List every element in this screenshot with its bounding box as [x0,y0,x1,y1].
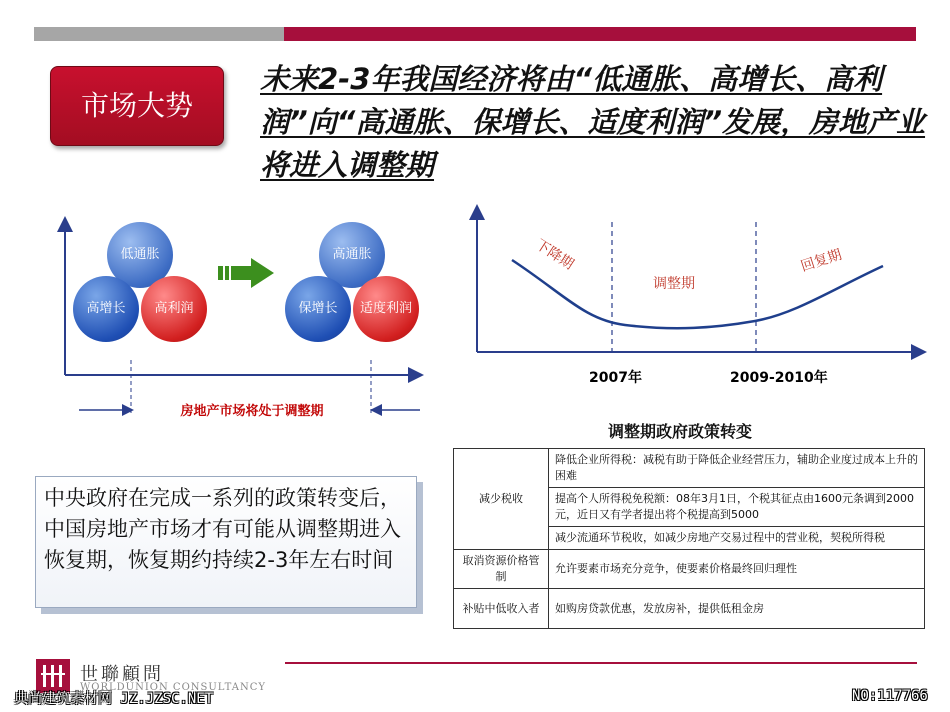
header-bar-gray [34,27,284,41]
policy-item: 降低企业所得税：减税有助于降低企业经营压力，辅助企业度过成本上升的困难 [549,449,925,488]
year-2009-2010: 2009-2010年 [730,370,828,386]
policy-item: 如购房贷款优惠，发放房补，提供低租金房 [549,589,925,629]
section-tag: 市场大势 [50,66,224,146]
category-subsidy: 补贴中低收入者 [454,589,549,629]
table-row [454,589,925,629]
table-row [454,550,925,589]
transition-arrow-icon [218,256,276,290]
category-tax: 减少税收 [454,449,549,550]
adjustment-period-label: 房地产市场将处于调整期 [180,404,324,419]
footer-line [285,662,917,664]
year-2007: 2007年 [589,370,642,386]
policy-item: 提高个人所得税免税额：08年3月1日，个税其征点由1600元条调到2000元，近日又有学者提出将个税提高到5000 [549,488,925,527]
circle-ensure-growth: 保增长 [285,276,351,342]
policy-item: 允许要素市场充分竞争，使要素价格最终回归理性 [549,550,925,589]
policy-table-title: 调整期政府政策转变 [607,422,752,441]
watermark-left: 典尚建筑素材网 JZ.JZSC.NET [14,691,214,707]
phase-recovery: 回复期 [798,246,844,276]
category-resource-price: 取消资源价格管制 [454,550,549,589]
phase-decline: 下降期 [532,236,577,273]
headline: 未来2-3年我国经济将由“低通胀、高增长、高利润”向“高通胀、保增长、适度利润”发展，房地产业将进入调整期 [260,62,926,182]
company-name-en: WORLDUNION CONSULTANCY [80,682,266,693]
table-row [454,449,925,488]
company-name-cn: 世聯顧問 [80,664,164,685]
circle-high-profit: 高利润 [141,276,207,342]
phase-adjustment: 调整期 [653,276,695,292]
circle-high-growth: 高增长 [73,276,139,342]
circle-low-inflation: 低通胀 [107,222,173,288]
circle-moderate-profit: 适度利润 [353,276,419,342]
cycle-chart [465,200,935,365]
watermark-right: NO:117766 [852,688,928,704]
header-bar-red [284,27,916,41]
summary-note: 中央政府在完成一系列的政策转变后，中国房地产市场才有可能从调整期进入恢复期，恢复期约持续2-3年左右时间 [35,476,417,608]
circle-high-inflation: 高通胀 [319,222,385,288]
policy-table [453,448,925,629]
policy-item: 减少流通环节税收，如减少房地产交易过程中的营业税，契税所得税 [549,527,925,550]
